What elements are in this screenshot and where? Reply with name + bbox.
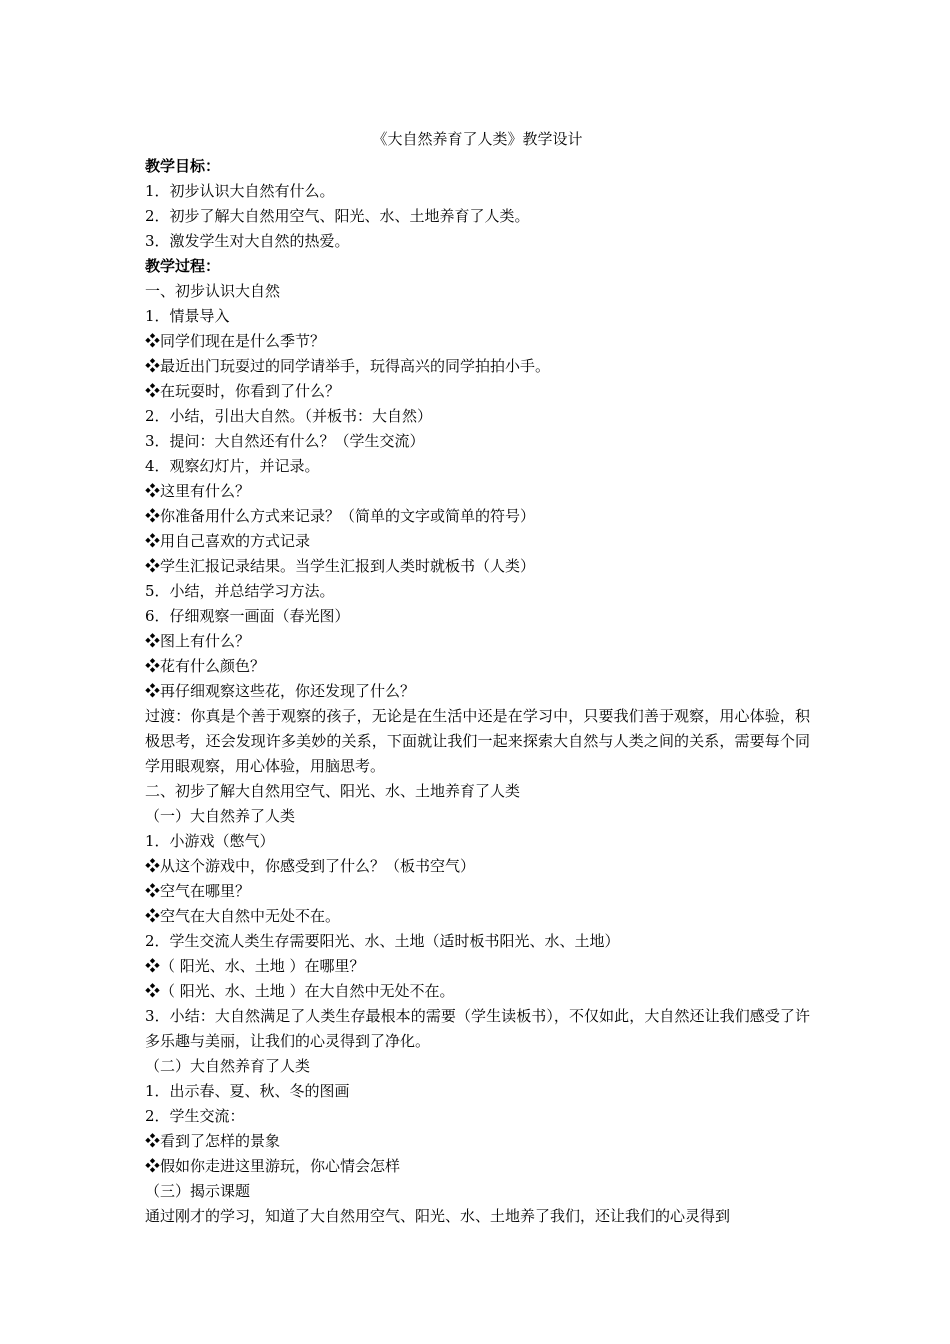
step-item: 1．出示春、夏、秋、冬的图画 (145, 1082, 350, 1100)
bullet-item: ❖花有什么颜色？ (145, 657, 266, 675)
step-item: 4．观察幻灯片，并记录。 (145, 457, 320, 475)
bullet-item: ❖在玩耍时，你看到了什么？ (145, 382, 341, 400)
part-heading: 一、初步认识大自然 (145, 282, 281, 300)
bullet-item: ❖（ 阳光、水、土地 ）在哪里？ (145, 957, 365, 975)
step-item: 2．小结，引出大自然。（并板书：大自然） (145, 407, 433, 425)
goal-item: 2．初步了解大自然用空气、阳光、水、土地养育了人类。 (145, 207, 530, 225)
step-item: 2．学生交流人类生存需要阳光、水、土地（适时板书阳光、水、土地） (145, 932, 620, 950)
step-item: 3．提问：大自然还有什么？（学生交流） (145, 432, 425, 450)
bullet-item: ❖学生汇报记录结果。当学生汇报到人类时就板书（人类） (145, 557, 536, 575)
section-heading-process: 教学过程： (145, 257, 221, 275)
bullet-item: ❖这里有什么？ (145, 482, 251, 500)
bullet-item: ❖空气在哪里？ (145, 882, 251, 900)
subpart-heading: （三）揭示课题 (145, 1182, 251, 1200)
step-item: 1．情景导入 (145, 307, 230, 325)
subpart-heading: （二）大自然养育了人类 (145, 1057, 311, 1075)
bullet-item: ❖空气在大自然中无处不在。 (145, 907, 341, 925)
bullet-item: ❖图上有什么？ (145, 632, 251, 650)
section-heading-goals: 教学目标： (145, 157, 221, 175)
subpart-heading: （一）大自然养了人类 (145, 807, 296, 825)
document-title: 《大自然养育了人类》教学设计 (372, 130, 583, 148)
closing-line: 通过刚才的学习，知道了大自然用空气、阳光、水、土地养了我们，还让我们的心灵得到 (145, 1207, 731, 1225)
step-item: 5．小结，并总结学习方法。 (145, 582, 335, 600)
bullet-item: ❖（ 阳光、水、土地 ）在大自然中无处不在。 (145, 982, 455, 1000)
bullet-item: ❖从这个游戏中，你感受到了什么？（板书空气） (145, 857, 476, 875)
document-page (145, 128, 810, 1229)
goal-item: 1．初步认识大自然有什么。 (145, 182, 335, 200)
step-item: 2．学生交流： (145, 1107, 245, 1125)
bullet-item: ❖用自己喜欢的方式记录 (145, 532, 311, 550)
bullet-item: ❖你准备用什么方式来记录？（简单的文字或简单的符号） (145, 507, 536, 525)
bullet-item: ❖最近出门玩耍过的同学请举手，玩得高兴的同学拍拍小手。 (145, 357, 551, 375)
bullet-item: ❖同学们现在是什么季节？ (145, 332, 326, 350)
goal-item: 3．激发学生对大自然的热爱。 (145, 232, 350, 250)
summary-paragraph: 3．小结：大自然满足了人类生存最根本的需要（学生读板书），不仅如此，大自然还让我们感受了许多乐趣与美丽，让我们的心灵得到了净化。 (145, 1007, 810, 1050)
part-heading: 二、初步了解大自然用空气、阳光、水、土地养育了人类 (145, 782, 521, 800)
bullet-item: ❖再仔细观察这些花，你还发现了什么？ (145, 682, 416, 700)
transition-paragraph: 过渡：你真是个善于观察的孩子，无论是在生活中还是在学习中，只要我们善于观察，用心体验，积极思考，还会发现许多美妙的关系，下面就让我们一起来探索大自然与人类之间的关系，需要每个同学用眼观察，用心体验，用脑思考。 (145, 707, 810, 775)
bullet-item: ❖假如你走进这里游玩，你心情会怎样 (145, 1157, 401, 1175)
bullet-item: ❖看到了怎样的景象 (145, 1132, 281, 1150)
step-item: 6．仔细观察一画面（春光图） (145, 607, 350, 625)
step-item: 1．小游戏（憋气） (145, 832, 275, 850)
